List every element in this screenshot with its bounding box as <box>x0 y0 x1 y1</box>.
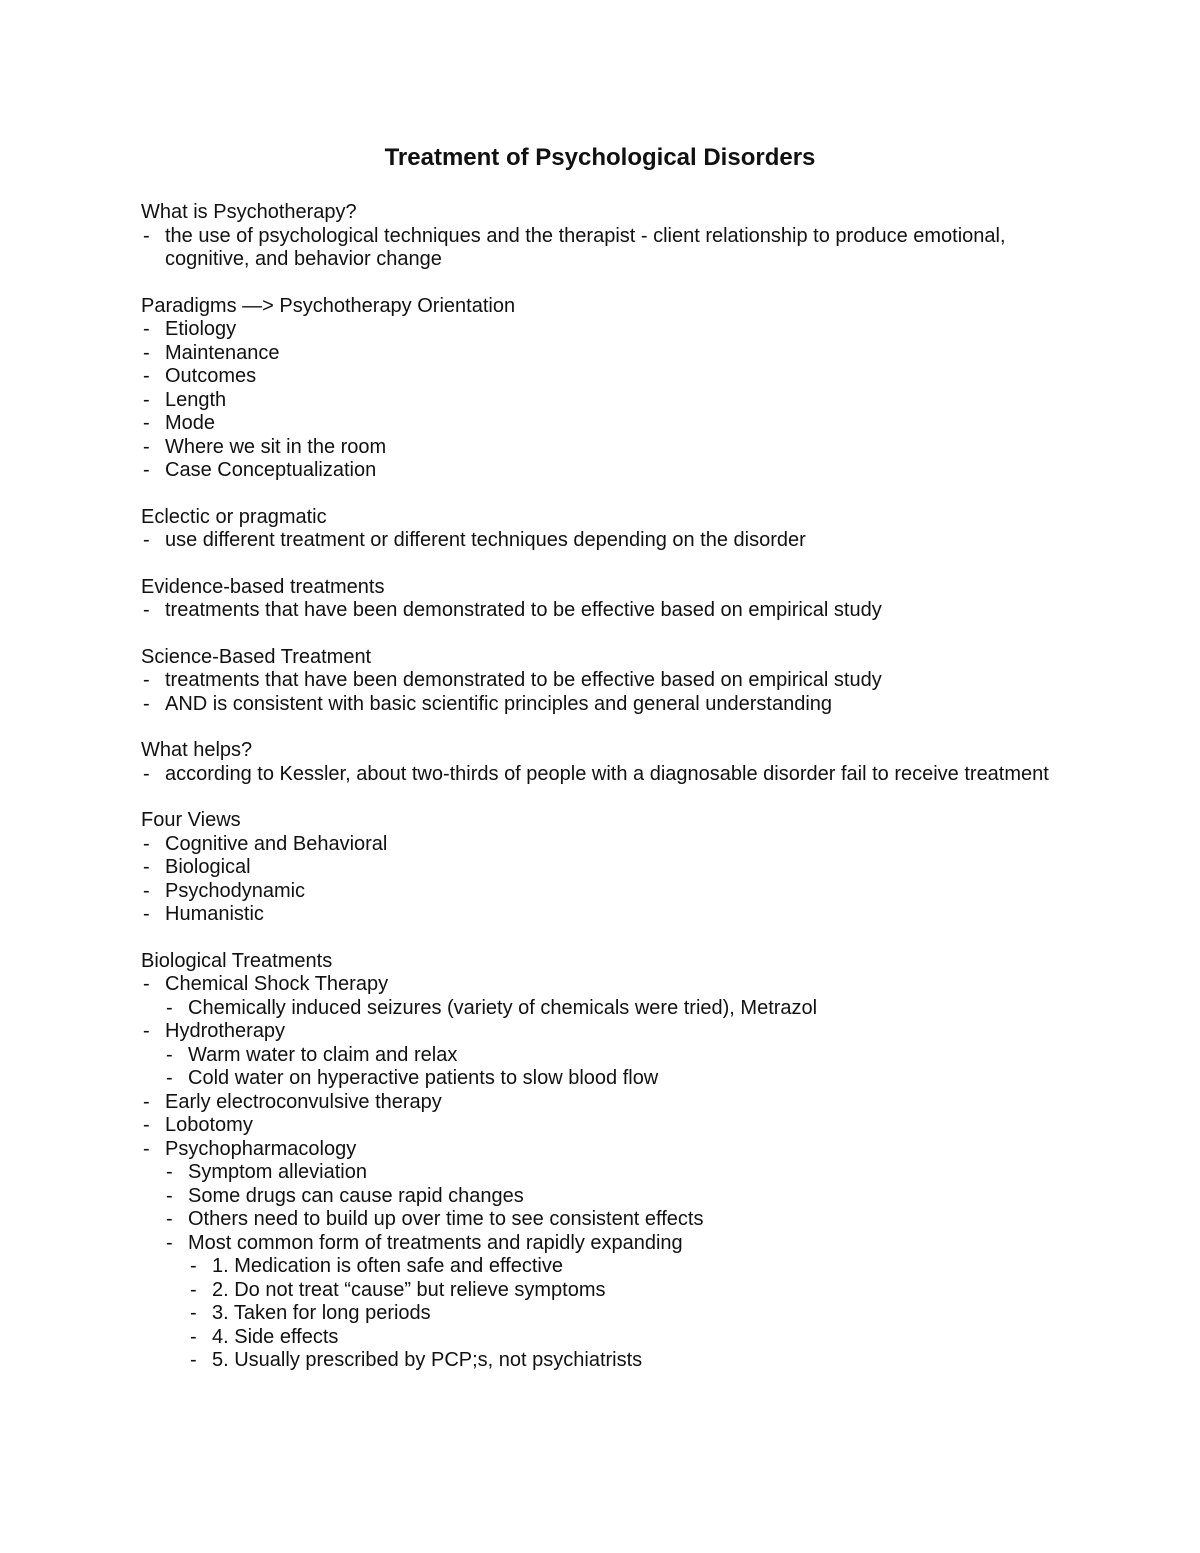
section-heading: What helps? <box>141 739 253 761</box>
bullet-item-level-2 <box>164 1044 1071 1068</box>
bullet-text: Most common form of treatments and rapidly expanding <box>188 1231 683 1254</box>
page-title: Treatment of Psychological Disorders <box>384 144 816 171</box>
section-heading: Four Views <box>141 809 241 831</box>
dash-bullet-icon: - <box>166 1067 173 1089</box>
dash-bullet-icon: - <box>143 318 150 340</box>
dash-bullet-icon: - <box>143 365 150 387</box>
dash-bullet-icon: - <box>143 412 150 434</box>
bullet-text: treatments that have been demonstrated to be effective based on empirical study <box>165 599 882 621</box>
bullet-item-level-1 <box>141 459 1071 483</box>
dash-bullet-icon: - <box>143 669 150 691</box>
bullet-text: Where we sit in the room <box>165 435 387 458</box>
bullet-text: Some drugs can cause rapid changes <box>188 1184 524 1207</box>
bullet-text: 3. Taken for long periods <box>212 1302 431 1324</box>
bullet-item-level-1 <box>141 436 1071 460</box>
bullet-text: Lobotomy <box>165 1114 253 1136</box>
section-views <box>141 809 1071 927</box>
dash-bullet-icon: - <box>190 1255 197 1277</box>
bullet-item-level-2 <box>164 1232 1071 1256</box>
dash-bullet-icon: - <box>143 599 150 621</box>
bullet-text: Outcomes <box>165 365 257 387</box>
dash-bullet-icon: - <box>143 856 150 878</box>
section-heading: Evidence-based treatments <box>141 575 385 598</box>
section-heading: Eclectic or pragmatic <box>141 505 327 528</box>
dash-bullet-icon: - <box>143 435 150 458</box>
bullet-text: Maintenance <box>165 341 280 364</box>
section-biological <box>141 950 1071 1373</box>
bullet-text: use different treatment or different techniques depending on the disorder <box>165 529 806 551</box>
bullet-item-level-3 <box>188 1349 1071 1373</box>
bullet-item-level-1 <box>141 599 1071 623</box>
dash-bullet-icon: - <box>166 1231 173 1254</box>
dash-bullet-icon: - <box>166 1161 173 1183</box>
bullet-item-level-2 <box>164 1208 1071 1232</box>
bullet-text: Others need to build up over time to see consistent effects <box>188 1208 704 1230</box>
bullet-item-level-1 <box>141 1020 1071 1044</box>
bullet-text: Length <box>165 388 227 411</box>
bullet-text: 5. Usually prescribed by PCP;s, not psychiatrists <box>212 1349 643 1371</box>
dash-bullet-icon: - <box>166 996 173 1019</box>
bullet-item-level-1 <box>141 318 1071 342</box>
bullet-item-level-1 <box>141 669 1071 693</box>
bullet-item-level-1 <box>141 833 1071 857</box>
bullet-item-level-3 <box>188 1255 1071 1279</box>
dash-bullet-icon: - <box>143 903 150 925</box>
bullet-item-level-1 <box>141 856 1071 880</box>
dash-bullet-icon: - <box>143 459 150 481</box>
dash-bullet-icon: - <box>190 1325 197 1348</box>
section-science <box>141 646 1071 717</box>
dash-bullet-icon: - <box>166 1184 173 1207</box>
bullet-text: Chemically induced seizures (variety of chemicals were tried), Metrazol <box>188 996 818 1019</box>
bullet-text: Psychopharmacology <box>165 1137 357 1160</box>
bullet-text: 2. Do not treat “cause” but relieve symptoms <box>212 1278 606 1301</box>
section-heading: Science-Based Treatment <box>141 645 372 668</box>
bullet-text: Symptom alleviation <box>188 1161 367 1183</box>
bullet-item-level-1 <box>141 880 1071 904</box>
section-helps <box>141 739 1071 786</box>
bullet-item-level-1 <box>141 1114 1071 1138</box>
section-heading: Paradigms —> Psychotherapy Orientation <box>141 294 516 317</box>
bullet-text: Humanistic <box>165 903 264 925</box>
dash-bullet-icon: - <box>143 1137 150 1160</box>
section-psychotherapy <box>141 201 1071 272</box>
bullet-text: treatments that have been demonstrated to be effective based on empirical study <box>165 669 882 691</box>
dash-bullet-icon: - <box>143 1090 150 1113</box>
bullet-item-level-1 <box>141 1138 1071 1162</box>
dash-bullet-icon: - <box>190 1278 197 1301</box>
dash-bullet-icon: - <box>190 1349 197 1371</box>
bullet-text: Biological <box>165 856 251 878</box>
dash-bullet-icon: - <box>143 1114 150 1136</box>
dash-bullet-icon: - <box>143 692 150 715</box>
dash-bullet-icon: - <box>143 1020 150 1042</box>
dash-bullet-icon: - <box>143 529 150 551</box>
document-body <box>141 201 1071 1396</box>
dash-bullet-icon: - <box>166 1208 173 1230</box>
bullet-item-level-1 <box>141 693 1071 717</box>
dash-bullet-icon: - <box>143 224 150 247</box>
dash-bullet-icon: - <box>143 388 150 411</box>
bullet-item-level-2 <box>164 1185 1071 1209</box>
bullet-item-level-1 <box>141 389 1071 413</box>
bullet-item-level-1 <box>141 365 1071 389</box>
bullet-text: Psychodynamic <box>165 879 306 902</box>
bullet-text: Early electroconvulsive therapy <box>165 1090 442 1113</box>
bullet-item-level-3 <box>188 1279 1071 1303</box>
bullet-item-level-1 <box>141 342 1071 366</box>
bullet-item-level-1 <box>141 973 1071 997</box>
bullet-item-level-3 <box>188 1302 1071 1326</box>
bullet-text: Hydrotherapy <box>165 1020 286 1042</box>
bullet-item-level-1 <box>141 225 1071 272</box>
bullet-item-level-1 <box>141 412 1071 436</box>
bullet-item-level-2 <box>164 1161 1071 1185</box>
bullet-text: Cognitive and Behavioral <box>165 832 388 855</box>
section-evidence <box>141 576 1071 623</box>
bullet-text: the use of psychological techniques and the therapist - client relationship to produce emotional, cognitive, and behavior change <box>165 224 1006 270</box>
bullet-item-level-1 <box>141 903 1071 927</box>
bullet-text: Warm water to claim and relax <box>188 1043 458 1066</box>
bullet-text: Cold water on hyperactive patients to slow blood flow <box>188 1067 659 1089</box>
dash-bullet-icon: - <box>166 1043 173 1066</box>
bullet-text: Case Conceptualization <box>165 459 377 481</box>
dash-bullet-icon: - <box>143 973 150 995</box>
section-heading: Biological Treatments <box>141 949 333 972</box>
bullet-text: according to Kessler, about two-thirds of people with a diagnosable disorder fail to receive treatment <box>165 762 1049 785</box>
dash-bullet-icon: - <box>190 1302 197 1324</box>
bullet-item-level-1 <box>141 1091 1071 1115</box>
dash-bullet-icon: - <box>143 879 150 902</box>
section-paradigms <box>141 295 1071 483</box>
section-heading: What is Psychotherapy? <box>141 201 357 223</box>
bullet-item-level-1 <box>141 529 1071 553</box>
bullet-text: Mode <box>165 412 216 434</box>
bullet-item-level-2 <box>164 1067 1071 1091</box>
bullet-item-level-1 <box>141 763 1071 787</box>
dash-bullet-icon: - <box>143 762 150 785</box>
bullet-text: 1. Medication is often safe and effective <box>212 1255 563 1277</box>
bullet-item-level-3 <box>188 1326 1071 1350</box>
bullet-text: 4. Side effects <box>212 1325 339 1348</box>
dash-bullet-icon: - <box>143 341 150 364</box>
bullet-item-level-2 <box>164 997 1071 1021</box>
dash-bullet-icon: - <box>143 832 150 855</box>
bullet-text: Chemical Shock Therapy <box>165 973 389 995</box>
bullet-text: Etiology <box>165 318 237 340</box>
section-eclectic <box>141 506 1071 553</box>
bullet-text: AND is consistent with basic scientific principles and general understanding <box>165 692 833 715</box>
